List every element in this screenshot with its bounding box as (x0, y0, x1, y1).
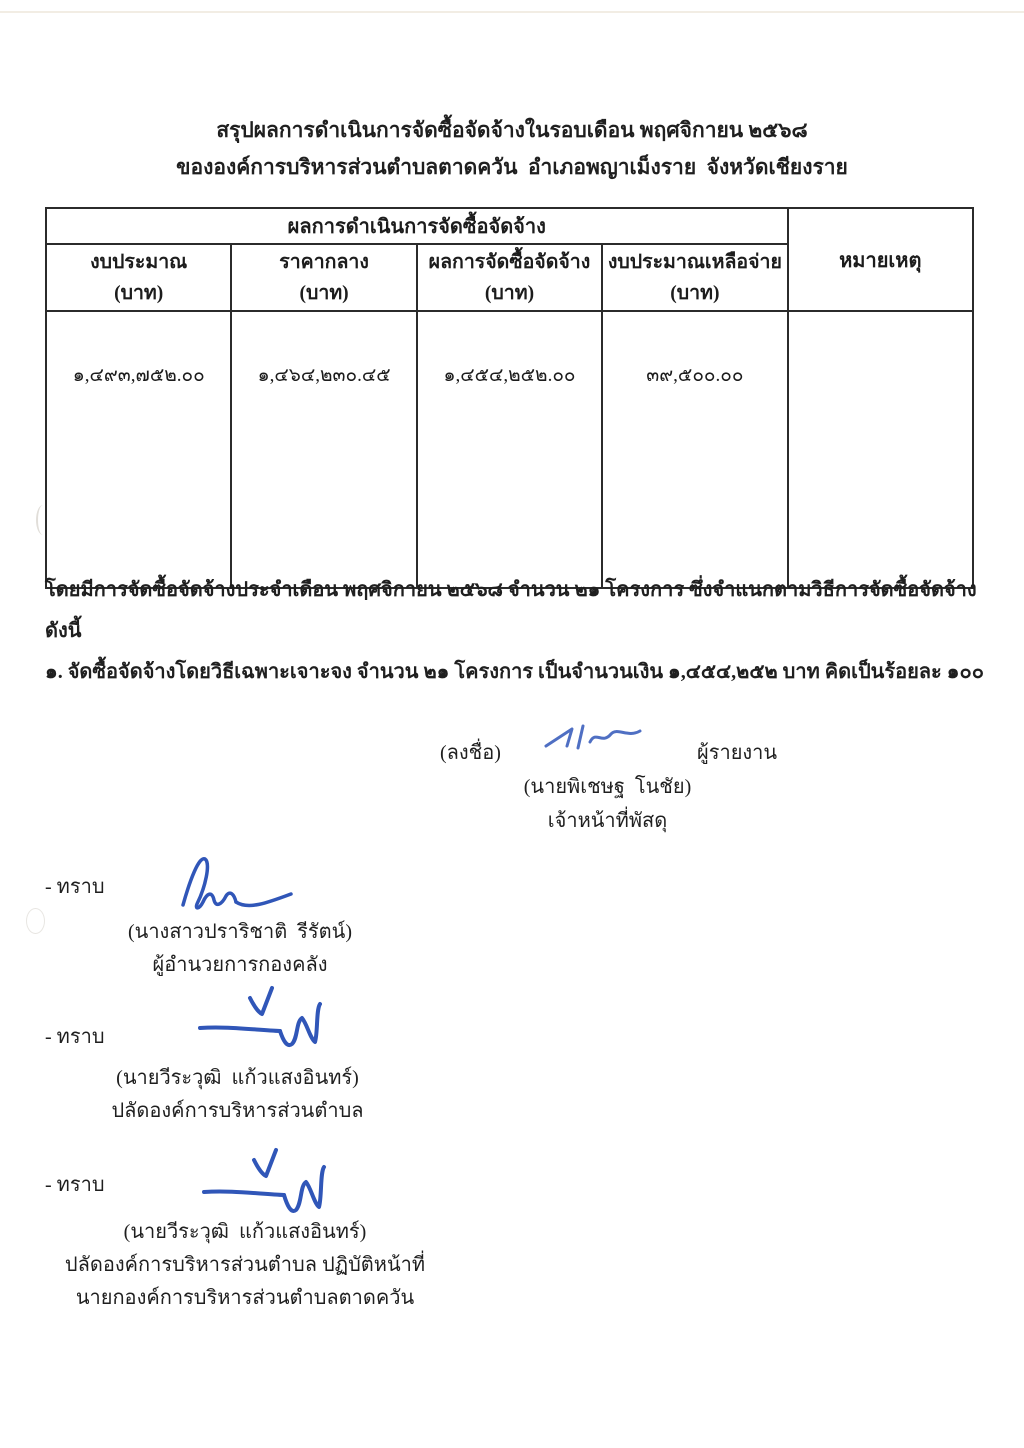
summary-paragraph (45, 570, 995, 693)
ack-name-3: (นายวีระวุฒิ แก้วแสงอินทร์) (123, 1221, 367, 1243)
remark-column-header: หมายเหตุ (788, 208, 973, 311)
reporter-position: เจ้าหน้าที่พัสดุ (547, 810, 668, 832)
column-label: งบประมาณเหลือจ่าย (607, 251, 782, 273)
scan-artifact (26, 908, 45, 934)
unit-label: (บาท) (670, 282, 720, 304)
page-title: สรุปผลการดำเนินการจัดซื้อจัดจ้างในรอบเดือน พฤศจิกายน ๒๕๖๘ (216, 118, 808, 142)
reporter-signature (538, 716, 650, 760)
ack-name-1: (นางสาวปราริชาติ รีรัตน์) (127, 921, 352, 943)
document-header (0, 112, 1024, 186)
page-subtitle: ขององค์การบริหารส่วนตำบลตาดควัน อำเภอพญาเม็งราย จังหวัดเชียงราย (176, 155, 848, 179)
column-label: ราคากลาง (279, 251, 369, 273)
summary-line-1: โดยมีการจัดซื้อจัดจ้างประจำเดือน พฤศจิกายน ๒๕๖๘ จำนวน ๒๑ โครงการ ซึ่งจำแนกตามวิธีการจัดซื้อจัดจ้าง ดังนี้ (45, 579, 982, 642)
acting-mayor-signature (198, 1144, 328, 1220)
table-row (46, 311, 973, 588)
ack-identity-3 (40, 1216, 450, 1315)
result-column-header (417, 244, 602, 311)
remark-value-cell (788, 311, 973, 588)
ack-label-1: - ทราบ (45, 876, 105, 898)
chief-administrator-signature (194, 984, 322, 1052)
budget-value-cell: ๑,๔๙๓,๗๕๒.๐๐ (46, 311, 231, 588)
finance-director-signature (163, 850, 295, 912)
ack-label-2: - ทราบ (45, 1026, 105, 1048)
ack-position-3b: นายกองค์การบริหารส่วนตำบลตาดควัน (75, 1287, 415, 1309)
median-price-value-cell: ๑,๔๖๔,๒๓๐.๔๕ (231, 311, 416, 588)
reporter-identity (420, 770, 795, 838)
remaining-budget-value-cell: ๓๙,๕๐๐.๐๐ (602, 311, 787, 588)
ack-identity-1 (70, 916, 410, 982)
ack-position-3: ปลัดองค์การบริหารส่วนตำบล ปฏิบัติหน้าที่ (64, 1254, 426, 1276)
table-group-header: ผลการดำเนินการจัดซื้อจัดจ้าง (46, 208, 788, 244)
scan-artifact (0, 11, 1024, 13)
sign-here-label: (ลงชื่อ) (440, 742, 501, 764)
reporter-role-label: ผู้รายงาน (697, 742, 778, 764)
procurement-summary-table (45, 207, 974, 589)
column-label: ผลการจัดซื้อจัดจ้าง (428, 251, 591, 273)
unit-label: (บาท) (484, 282, 535, 304)
reporter-name: (นายพิเชษฐ โนชัย) (523, 776, 692, 798)
ack-identity-2 (60, 1062, 415, 1128)
ack-label-3: - ทราบ (45, 1174, 105, 1196)
column-label: งบประมาณ (90, 251, 188, 273)
median-price-column-header (231, 244, 416, 311)
ack-position-1: ผู้อำนวยการกองคลัง (152, 954, 328, 976)
remaining-budget-column-header (602, 244, 787, 311)
budget-column-header (46, 244, 231, 311)
ack-position-2: ปลัดองค์การบริหารส่วนตำบล (111, 1100, 364, 1122)
summary-line-2: ๑. จัดซื้อจัดจ้างโดยวิธีเฉพาะเจาะจง จำนวน ๒๑ โครงการ เป็นจำนวนเงิน ๑,๔๕๔,๒๕๒ บาท คิดเป็นร้อยละ ๑๐๐ (45, 661, 984, 683)
unit-label: (บาท) (299, 282, 349, 304)
unit-label: (บาท) (114, 282, 164, 304)
ack-name-2: (นายวีระวุฒิ แก้วแสงอินทร์) (116, 1067, 359, 1089)
result-value-cell: ๑,๔๕๔,๒๕๒.๐๐ (417, 311, 602, 588)
